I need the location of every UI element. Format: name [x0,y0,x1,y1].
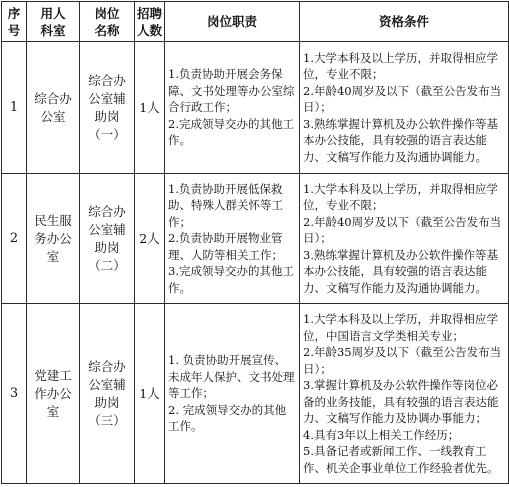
requirement-item: 1.大学本科及以上学历，并取得相应学位，专业不限； [303,50,498,82]
row-index: 1 [2,42,27,174]
requirement-item: 3.掌握计算机及办公软件操作等岗位必备的业务技能，具有较强的语言表达能力、文稿写作能力及协调办事能力； [303,378,499,425]
row-count: 2人 [135,174,165,304]
duty-item: 2.完成领导交办的其他工作。 [168,116,294,148]
row-count: 1人 [135,304,165,484]
header-row [2,2,509,42]
row-position: 综合办公室辅助岗（二） [80,174,135,304]
duty-item: 2. 完成领导交办的其他工作。 [168,402,287,434]
duty-item: 1.负责协助开展会务保障、文书处理等办公室综合行政工作； [168,67,295,115]
header-position: 岗位名称 [80,2,135,42]
row-count: 1人 [135,42,165,174]
requirement-item: 2.年龄35周岁及以下（截至公告发布当日）； [303,345,502,376]
duty-item: 2.负责协助开展物业管理、人防等相关工作； [168,231,283,262]
duty-item: 1. 负责协助开展宣传、未成年人保护、文书处理等工作； [168,353,295,401]
header-index: 序号 [2,2,27,42]
requirement-item: 5.具备记者或新闻工作、一线教育工作、机关企事业单位工作经验者优先。 [303,444,499,475]
header-dept: 用人科室 [27,2,80,42]
row-index: 2 [2,174,27,304]
row-position: 综合办公室辅助岗（三） [80,304,135,484]
header-duties: 岗位职责 [165,2,300,42]
recruitment-table [1,1,509,484]
requirement-item: 3.熟练掌握计算机及办公软件操作等基本办公技能，具有较强的语言表达能力、文稿写作能力及沟通协调能力。 [303,116,498,164]
requirement-item: 1.大学本科及以上学历，并取得相应学位，中国语言文学类相关专业； [303,312,498,343]
header-count: 招聘人数 [135,2,165,42]
header-requirements: 资格条件 [300,2,509,42]
row-duties [165,304,300,484]
row-dept: 民生服务办公室 [27,174,80,304]
row-requirements [300,42,509,174]
row-requirements [300,304,509,484]
row-requirements [300,174,509,304]
row-position: 综合办公室辅助岗（一） [80,42,135,174]
table-row [2,42,509,174]
table-row [2,304,509,484]
row-duties [165,42,300,174]
requirement-item: 4.具有3年以上相关工作经历； [303,427,460,442]
requirement-item: 3.熟练掌握计算机及办公软件操作等基本办公技能，具有较强的语言表达能力、文稿写作能力及沟通协调能力。 [303,247,498,295]
row-dept: 党建工作办公室 [27,304,80,484]
duty-item: 1.负责协助开展低保救助、特殊人群关怀等工作； [168,181,283,229]
duty-item: 3.完成领导交办的其他工作。 [168,264,294,295]
row-index: 3 [2,304,27,484]
table-row [2,174,509,304]
requirement-item: 2.年龄40周岁及以下（截至公告发布当日）； [303,214,502,246]
requirement-item: 2.年龄40周岁及以下（截至公告发布当日）； [303,83,502,115]
requirement-item: 1.大学本科及以上学历，并取得相应学位，专业不限； [303,181,498,213]
row-dept: 综合办公室 [27,42,80,174]
row-duties [165,174,300,304]
